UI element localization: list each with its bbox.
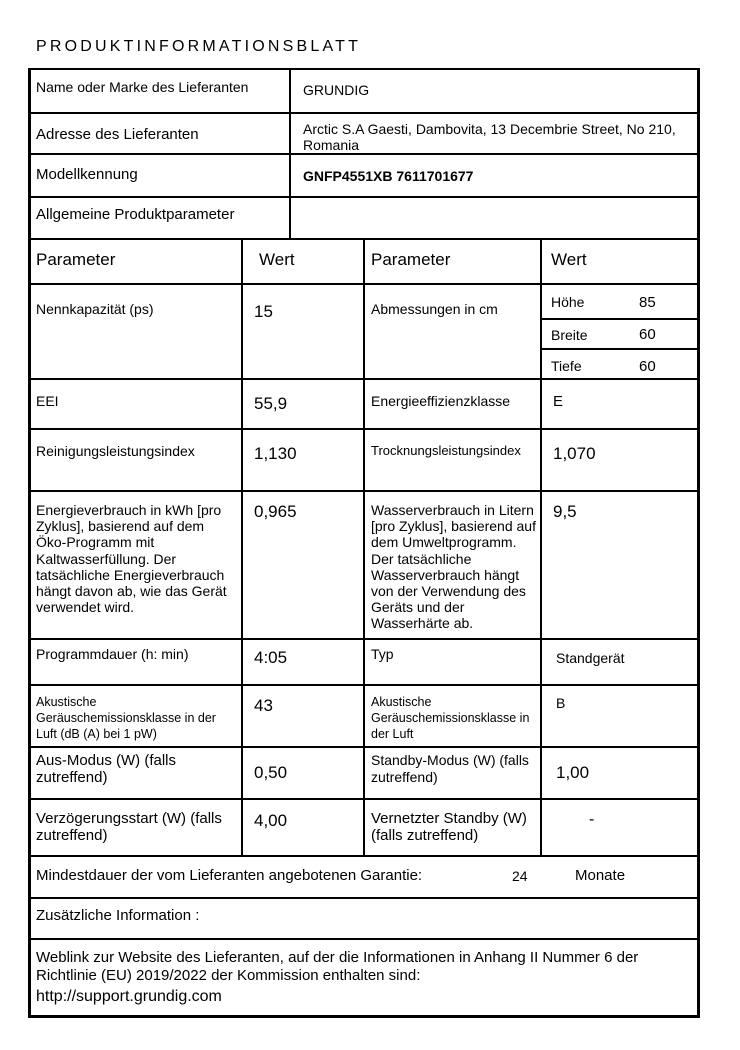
capacity-label: Nennkapazität (ps): [36, 301, 154, 317]
additional-information-label: Zusätzliche Information :: [36, 907, 200, 924]
column-divider: [540, 238, 542, 856]
noise-emission-value: 43: [254, 696, 273, 715]
standby-mode-value: 1,00: [556, 763, 590, 782]
program-duration-value: 4:05: [254, 648, 288, 667]
noise-class-value: B: [556, 695, 566, 711]
header-value-1: Wert: [259, 250, 295, 269]
row-divider: [28, 897, 700, 899]
energy-consumption-value: 0,965: [254, 502, 297, 521]
delay-start-label: Verzögerungsstart (W) (falls zutreffend): [36, 810, 222, 844]
dimensions-label: Abmessungen in cm: [371, 301, 498, 317]
warranty-value: 24: [512, 868, 528, 884]
warranty-unit: Monate: [575, 867, 626, 884]
supplier-address-value-2: Romania: [303, 137, 360, 153]
height-label: Höhe: [551, 294, 585, 310]
row-divider: [28, 938, 700, 940]
weblink-description: Weblink zur Website des Lieferanten, auf der die Informationen in Anhang II Nummer 6 der Richtlinie (EU) 2019/2022 der Kommission enthalten sind:: [36, 949, 639, 984]
width-label: Breite: [551, 327, 588, 343]
weblink-url[interactable]: http://support.grundig.com: [36, 988, 222, 1005]
energy-consumption-label: Energieverbrauch in kWh [pro Zyklus], basierend auf dem Öko-Programm mit Kaltwasserfüllung. Der tatsächliche Energieverbrauch hängt davon ab, wie das Gerät verwendet wird.: [36, 502, 227, 616]
row-divider: [28, 153, 700, 155]
networked-standby-value: -: [589, 811, 595, 828]
supplier-name-label: Name oder Marke des Lieferanten: [36, 79, 249, 95]
model-value: GNFP4551XB 7611701677: [303, 168, 474, 184]
energy-class-value: E: [553, 393, 564, 410]
noise-class-label: Akustische Geräuschemissionsklasse in der Luft: [371, 695, 530, 742]
header-parameter-1: Parameter: [36, 250, 116, 269]
eei-label: EEI: [36, 393, 59, 409]
row-divider: [28, 112, 700, 114]
dimension-divider: [541, 348, 700, 350]
off-mode-value: 0,50: [254, 763, 288, 782]
program-duration-label: Programmdauer (h: min): [36, 646, 189, 662]
drying-index-value: 1,070: [553, 444, 596, 463]
supplier-address-value: Arctic S.A Gaesti, Dambovita, 13 Decembrie Street, No 210,: [303, 121, 676, 137]
cleaning-index-label: Reinigungsleistungsindex: [36, 443, 195, 459]
standby-mode-label: Standby-Modus (W) (falls zutreffend): [371, 752, 529, 785]
cleaning-index-value: 1,130: [254, 444, 297, 463]
column-divider: [363, 238, 365, 856]
width-value: 60: [639, 326, 656, 343]
header-parameter-2: Parameter: [371, 250, 451, 269]
column-divider: [241, 238, 243, 856]
networked-standby-label: Vernetzter Standby (W) (falls zutreffend): [371, 810, 527, 844]
type-value: Standgerät: [556, 650, 625, 666]
water-consumption-value: 9,5: [553, 502, 577, 521]
general-parameters-label: Allgemeine Produktparameter: [36, 206, 235, 223]
dimension-divider: [541, 318, 700, 320]
depth-value: 60: [639, 358, 656, 375]
height-value: 85: [639, 294, 656, 311]
off-mode-label: Aus-Modus (W) (falls zutreffend): [36, 752, 177, 786]
document-title: PRODUKTINFORMATIONSBLATT: [36, 38, 362, 55]
water-consumption-label: Wasserverbrauch in Litern [pro Zyklus], basierend auf dem Umweltprogramm. Der tatsächliche Wasserverbrauch hängt von der Verwendung des Geräts und der Wasserhärte ab.: [371, 502, 536, 632]
energy-class-label: Energieeffizienzklasse: [371, 393, 511, 409]
warranty-label: Mindestdauer der vom Lieferanten angebotenen Garantie:: [36, 867, 423, 884]
noise-emission-label: Akustische Geräuschemissionsklasse in der Luft (dB (A) bei 1 pW): [36, 695, 216, 742]
supplier-name-value: GRUNDIG: [303, 82, 370, 98]
delay-start-value: 4,00: [254, 811, 288, 830]
column-divider: [289, 68, 291, 239]
eei-value: 55,9: [254, 394, 288, 413]
row-divider: [28, 196, 700, 198]
header-value-2: Wert: [551, 250, 587, 269]
drying-index-label: Trocknungsleistungsindex: [371, 443, 521, 458]
model-label: Modellkennung: [36, 166, 138, 183]
supplier-address-label: Adresse des Lieferanten: [36, 126, 199, 143]
capacity-value: 15: [254, 302, 273, 321]
type-label: Typ: [371, 646, 394, 662]
depth-label: Tiefe: [551, 358, 582, 374]
